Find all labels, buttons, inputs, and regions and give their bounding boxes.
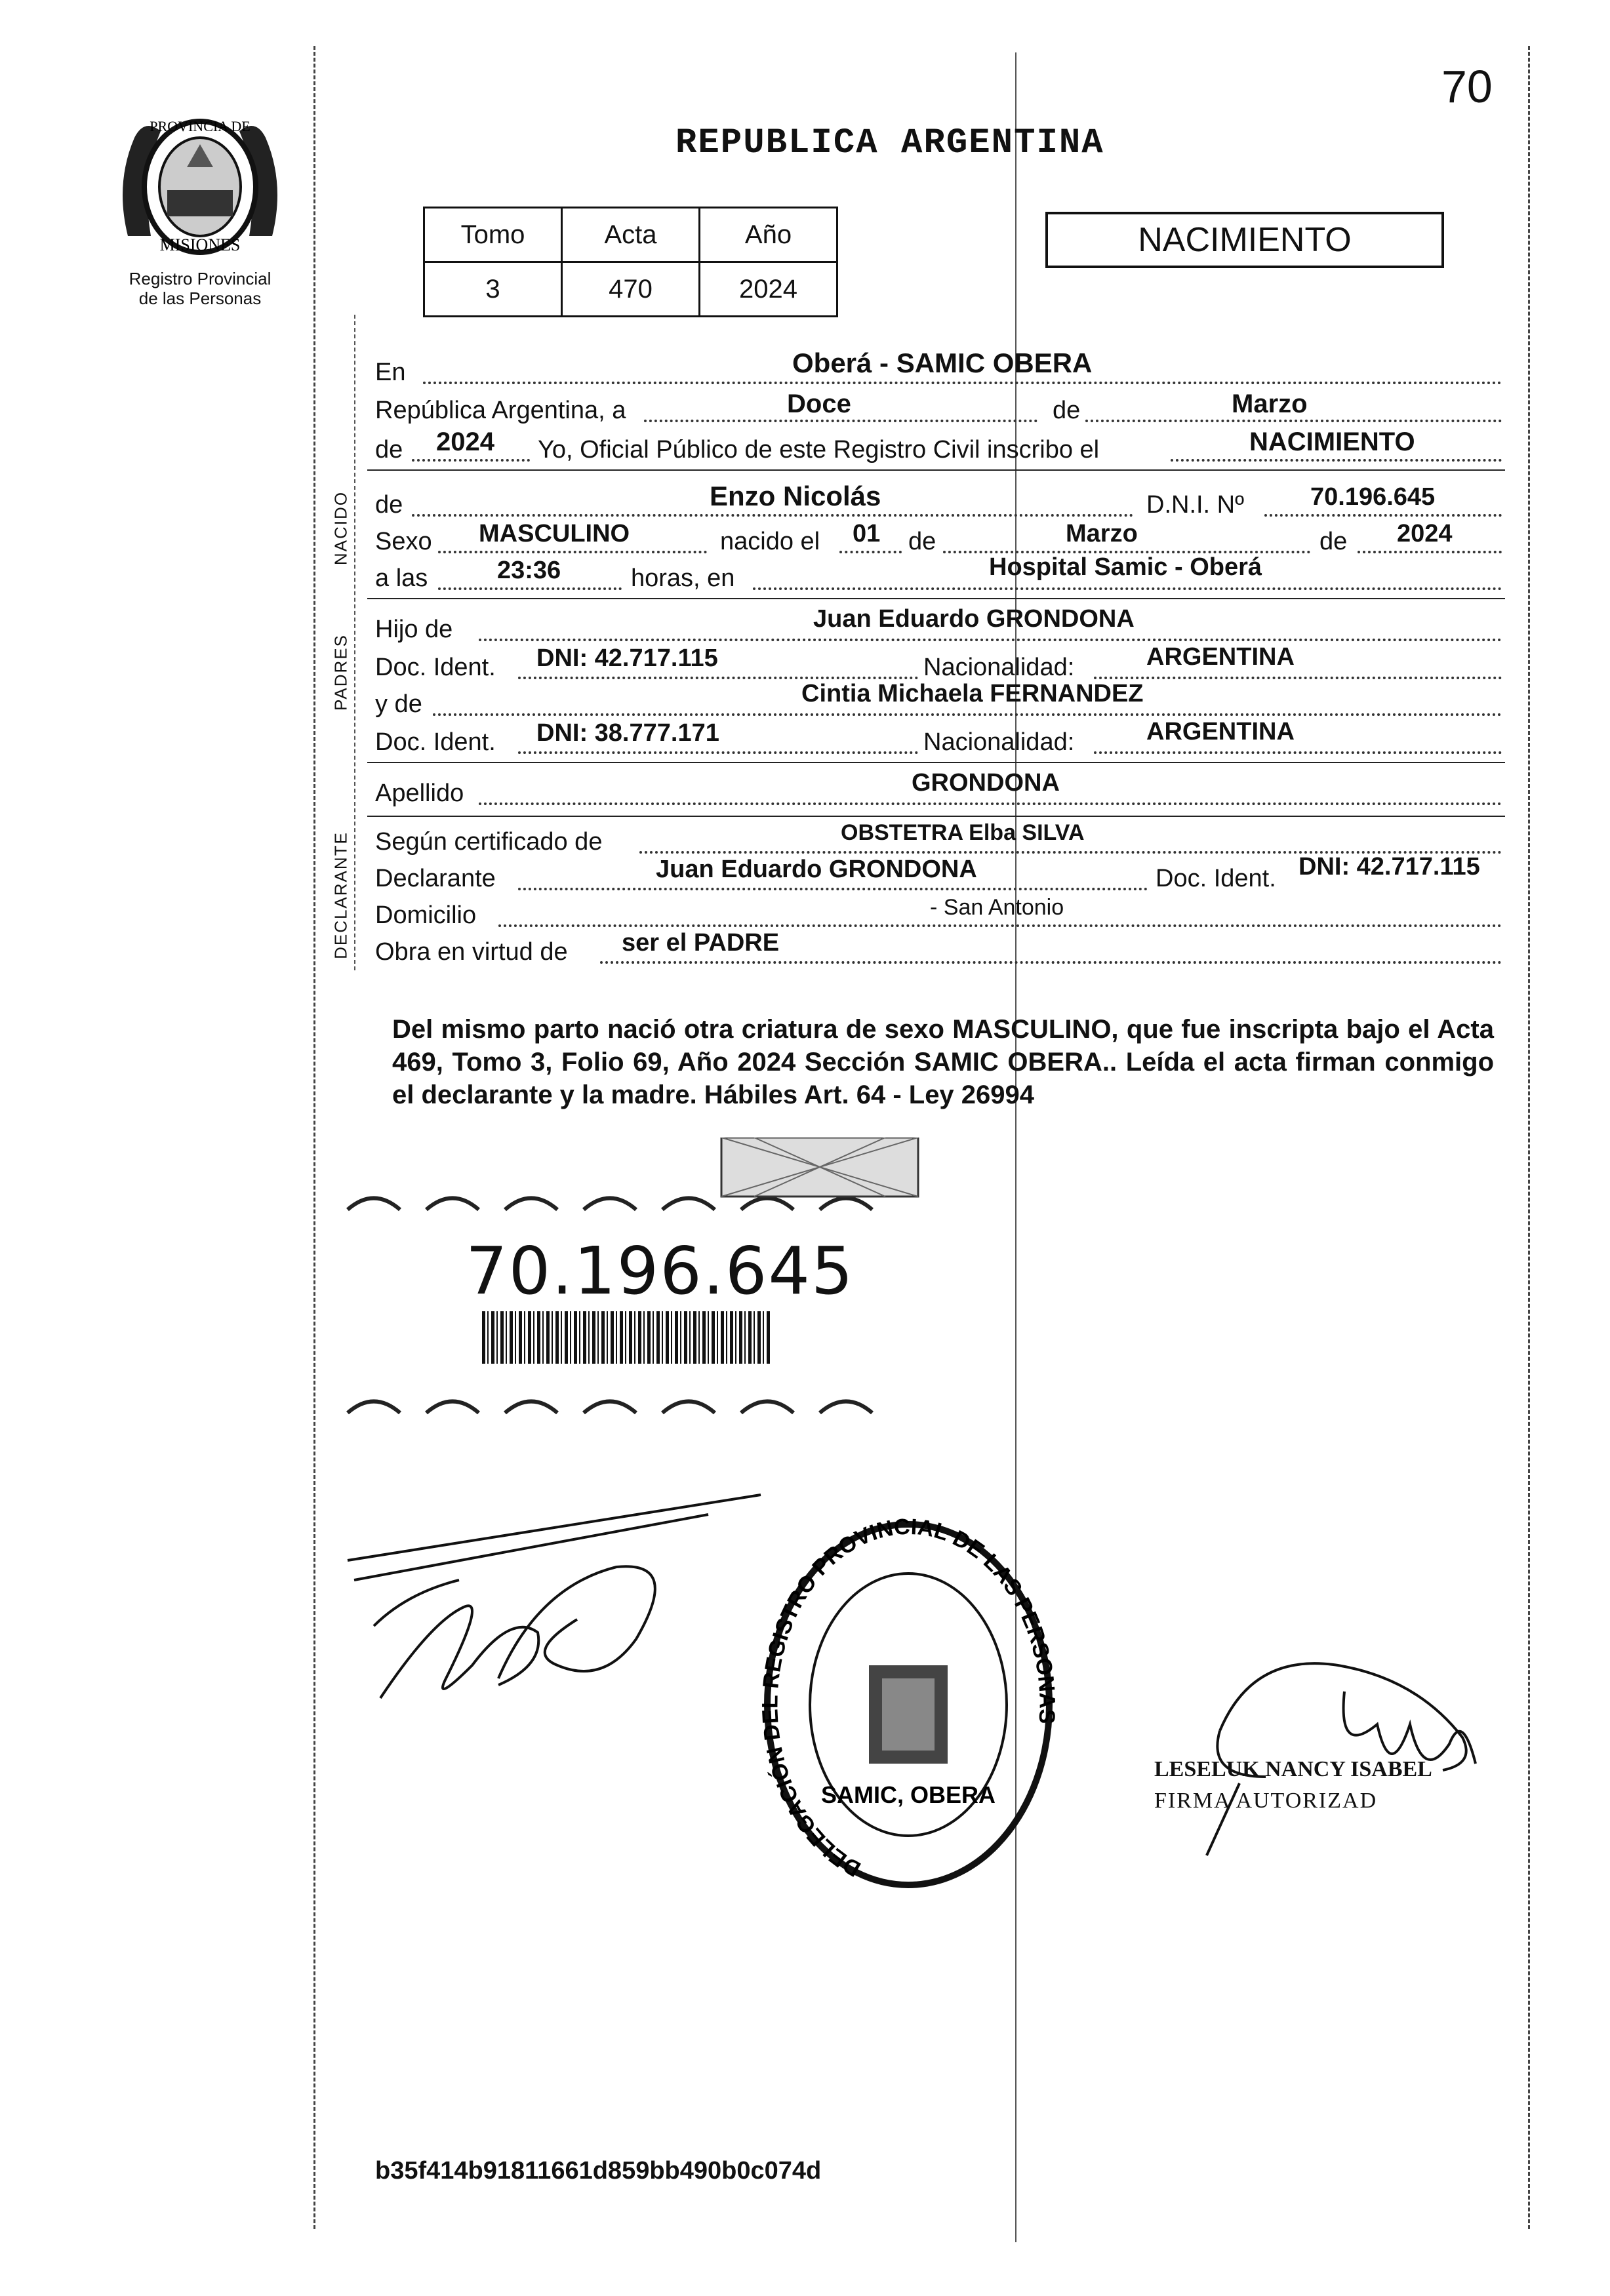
svg-text:DELEGACIÓN DEL REGISTRO PROVIN: DELEGACIÓN DEL REGISTRO PROVINCIAL DE LAS PERSONAS <box>757 1514 1060 1882</box>
label-nacido-el: nacido el <box>720 528 820 555</box>
dotline-declarante <box>518 888 1148 890</box>
value-madre-nac: ARGENTINA <box>1146 718 1295 745</box>
value-hora: 23:36 <box>497 557 561 584</box>
value-certificado: OBSTETRA Elba SILVA <box>841 820 1085 845</box>
dotline-doc-madre <box>518 751 918 754</box>
label-hijo-de: Hijo de <box>375 616 453 643</box>
label-republica: República Argentina, a <box>375 397 626 424</box>
label-sexo: Sexo <box>375 528 432 555</box>
dotline-obra <box>600 961 1502 964</box>
label-de-anio: de <box>375 436 403 464</box>
country-title: REPUBLICA ARGENTINA <box>675 123 1104 163</box>
value-tipo: NACIMIENTO <box>1249 427 1415 456</box>
dotline-dni <box>1264 514 1502 517</box>
label-doc-declarante: Doc. Ident. <box>1156 865 1276 892</box>
document-hash: b35f414b91811661d859bb490b0c074d <box>375 2157 822 2185</box>
side-label-padres: PADRES <box>331 634 351 711</box>
right-margin-line <box>1528 46 1530 2229</box>
signature-name: LESELUK NANCY ISABEL <box>1154 1757 1432 1781</box>
sticker-number: 70.196.645 <box>466 1233 855 1309</box>
value-nac-dia: 01 <box>853 520 881 547</box>
value-anio: 2024 <box>436 427 494 456</box>
label-de-nombre: de <box>375 491 403 519</box>
logo-caption-line2: de las Personas <box>138 288 262 308</box>
sticker-barcode <box>482 1311 771 1364</box>
separator-3 <box>367 762 1505 763</box>
label-nac-padre: Nacionalidad: <box>923 654 1075 681</box>
value-obra: ser el PADRE <box>622 929 780 957</box>
fold-line <box>1015 52 1016 2242</box>
dotline-nac-madre <box>1094 751 1502 754</box>
label-domicilio: Domicilio <box>375 901 477 929</box>
left-margin-line <box>313 46 315 2229</box>
value-domicilio: - San Antonio <box>930 895 1064 920</box>
label-nac-madre: Nacionalidad: <box>923 728 1075 756</box>
record-value-anio: 2024 <box>700 262 837 317</box>
label-a-las: a las <box>375 564 428 592</box>
value-dni: 70.196.645 <box>1310 483 1436 511</box>
official-stamp <box>754 1508 1062 1905</box>
value-hospital: Hospital Samic - Oberá <box>989 553 1262 581</box>
value-mes: Marzo <box>1232 389 1308 418</box>
svg-text:SAMIC, OBERA: SAMIC, OBERA <box>820 1781 996 1808</box>
label-de-mes: de <box>1053 397 1081 424</box>
label-dni: D.N.I. Nº <box>1146 491 1244 519</box>
logo-caption-line1: Registro Provincial <box>129 269 272 288</box>
value-nac-anio: 2024 <box>1397 520 1453 547</box>
birth-note: Del mismo parto nació otra criatura de sexo MASCULINO, que fue inscripta bajo el Acta 469, Tomo 3, Folio 69, Año 2024 Sección SAMIC OBERA.. Leída el acta firman conmigo el declarante y la madre. Hábiles Art. 64 - Ley 26994 <box>392 1015 1494 1109</box>
value-madre: Cintia Michaela FERNANDEZ <box>801 680 1144 707</box>
inner-left-line <box>354 315 355 970</box>
dotline-madre <box>433 713 1502 716</box>
value-apellido: GRONDONA <box>912 769 1060 797</box>
value-nombre: Enzo Nicolás <box>710 481 881 511</box>
dotline-en <box>423 382 1502 384</box>
label-y-de: y de <box>375 690 422 718</box>
dotline-hora <box>438 587 622 590</box>
dotline-nac-anio <box>1358 551 1502 553</box>
record-value-acta: 470 <box>562 262 700 317</box>
side-label-declarante: DECLARANTE <box>331 831 351 959</box>
record-header-anio: Año <box>700 208 837 262</box>
dotline-padre <box>479 639 1502 641</box>
value-declarante-doc: DNI: 42.717.115 <box>1298 853 1480 881</box>
document-type-box: NACIMIENTO <box>1045 212 1444 268</box>
label-de-nac-mes: de <box>908 528 936 555</box>
dotline-sexo <box>438 551 707 553</box>
dotline-anio <box>412 459 530 462</box>
provincial-seal-logo <box>115 105 285 272</box>
dotline-tipo <box>1171 459 1502 462</box>
dotline-domicilio <box>498 924 1502 927</box>
svg-text:PROVINCIA DE: PROVINCIA DE <box>150 118 251 134</box>
label-doc-padre: Doc. Ident. <box>375 654 496 681</box>
dotline-mes <box>1085 420 1502 422</box>
logo-caption <box>92 269 308 308</box>
signature-role: FIRMA AUTORIZAD <box>1154 1789 1378 1813</box>
record-header-tomo: Tomo <box>424 208 562 262</box>
value-nac-mes: Marzo <box>1066 520 1138 547</box>
value-padre-doc: DNI: 42.717.115 <box>536 644 718 672</box>
label-en: En <box>375 359 406 386</box>
label-horas-en: horas, en <box>631 564 735 592</box>
value-sexo: MASCULINO <box>479 520 630 547</box>
svg-text:MISIONES: MISIONES <box>159 235 241 254</box>
label-doc-madre: Doc. Ident. <box>375 728 496 756</box>
record-table <box>423 207 838 317</box>
label-de-nac-anio: de <box>1319 528 1348 555</box>
label-declarante: Declarante <box>375 865 496 892</box>
page-number: 70 <box>1441 61 1493 112</box>
separator-2 <box>367 598 1505 599</box>
value-padre: Juan Eduardo GRONDONA <box>813 605 1135 633</box>
value-lugar: Oberá - SAMIC OBERA <box>792 347 1093 378</box>
label-segun: Según certificado de <box>375 828 603 856</box>
dotline-nac-dia <box>839 551 902 553</box>
label-oficial: Yo, Oficial Público de este Registro Civil inscribo el <box>538 436 1100 464</box>
label-obra: Obra en virtud de <box>375 938 568 966</box>
value-padre-nac: ARGENTINA <box>1146 643 1295 671</box>
record-value-tomo: 3 <box>424 262 562 317</box>
separator-1 <box>367 469 1505 471</box>
label-apellido: Apellido <box>375 780 464 807</box>
value-dia: Doce <box>787 389 851 418</box>
official-signature <box>1167 1613 1535 1891</box>
dotline-apellido <box>479 802 1502 805</box>
dotline-nombre <box>412 514 1133 517</box>
side-label-nacido: NACIDO <box>331 490 351 566</box>
dotline-dia <box>644 420 1037 422</box>
record-header-acta: Acta <box>562 208 700 262</box>
separator-4 <box>367 816 1505 817</box>
dotline-nac-padre <box>1094 677 1502 679</box>
value-declarante: Juan Eduardo GRONDONA <box>656 856 977 883</box>
value-madre-doc: DNI: 38.777.171 <box>536 719 719 747</box>
dotline-hospital <box>753 587 1502 590</box>
